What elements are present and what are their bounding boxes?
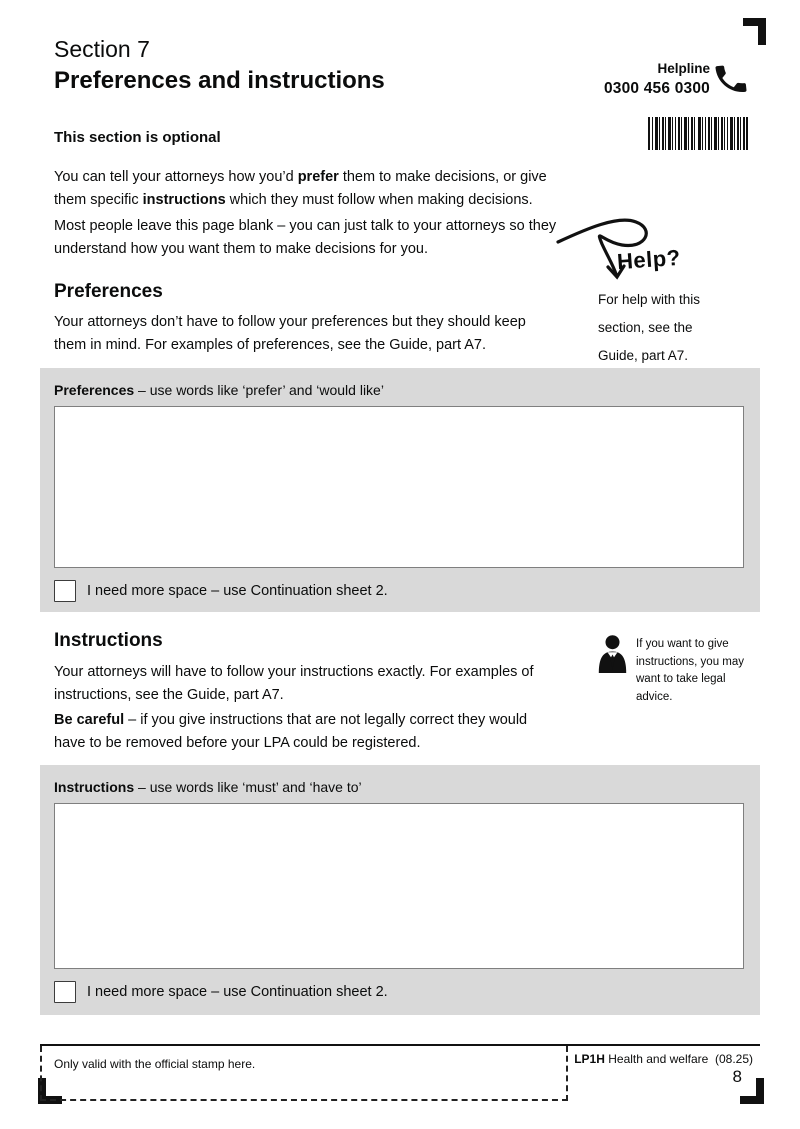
official-stamp-box bbox=[40, 1046, 568, 1101]
help-note-text: For help with this section, see the Guide, part A7. bbox=[598, 292, 701, 363]
instructions-textarea[interactable] bbox=[54, 803, 744, 969]
form-reference: LP1H Health and welfare (08.25) bbox=[574, 1052, 753, 1066]
preferences-more-space-row bbox=[54, 580, 760, 602]
page-number: 8 bbox=[732, 1067, 742, 1086]
preferences-heading: Preferences bbox=[54, 281, 163, 302]
preferences-more-space-label: I need more space – use Continuation sheet 2. bbox=[87, 583, 388, 599]
helpline-block bbox=[604, 60, 710, 100]
optional-heading: This section is optional bbox=[54, 129, 221, 146]
preferences-textarea[interactable] bbox=[54, 406, 744, 568]
intro-paragraph-2: Most people leave this page blank – you can just talk to your attorneys so they understand how you want them to make decisions for you. bbox=[54, 218, 557, 257]
instructions-more-space-row bbox=[54, 981, 760, 1003]
instructions-more-space-label: I need more space – use Continuation sheet 2. bbox=[87, 984, 388, 1000]
instructions-more-space-checkbox[interactable] bbox=[54, 981, 76, 1003]
page-title: Preferences and instructions bbox=[54, 67, 385, 94]
preferences-description: Your attorneys don’t have to follow your preferences but they should keep them in mind. For examples of preferences, see the Guide, part A7. bbox=[54, 314, 526, 353]
helpline-label: Helpline bbox=[657, 61, 710, 76]
lawyer-person-icon bbox=[597, 635, 628, 673]
preferences-more-space-checkbox[interactable] bbox=[54, 580, 76, 602]
section-number: Section 7 bbox=[54, 36, 150, 62]
instructions-description: Your attorneys will have to follow your instructions exactly. For examples of instructions, see the Guide, part A7. bbox=[54, 664, 534, 703]
helpline-number: 0300 456 0300 bbox=[603, 80, 710, 97]
phone-icon bbox=[712, 60, 750, 100]
stamp-note: Only valid with the official stamp here. bbox=[54, 1057, 256, 1071]
legal-advice-note: If you want to give instructions, you may want to take legal advice. bbox=[636, 638, 745, 703]
instructions-heading: Instructions bbox=[54, 630, 163, 651]
instructions-warning: Be careful – if you give instructions that are not legally correct they would have to be removed before your LPA could be registered. bbox=[54, 712, 528, 751]
help-title: Help? bbox=[616, 244, 682, 275]
instructions-panel-label: Instructions – use words like ‘must’ and ‘have to’ bbox=[54, 779, 362, 795]
instructions-panel bbox=[40, 765, 760, 1015]
corner-mark-top-right-icon bbox=[743, 18, 766, 45]
corner-mark-bottom-right-icon bbox=[740, 1078, 764, 1104]
preferences-panel bbox=[40, 368, 760, 612]
preferences-panel-label: Preferences – use words like ‘prefer’ and ‘would like’ bbox=[54, 382, 384, 398]
intro-paragraph-1: You can tell your attorneys how you’d prefer them to make decisions, or give them specific instructions which they must follow when making decisions. bbox=[54, 169, 547, 208]
barcode-icon bbox=[648, 117, 748, 150]
